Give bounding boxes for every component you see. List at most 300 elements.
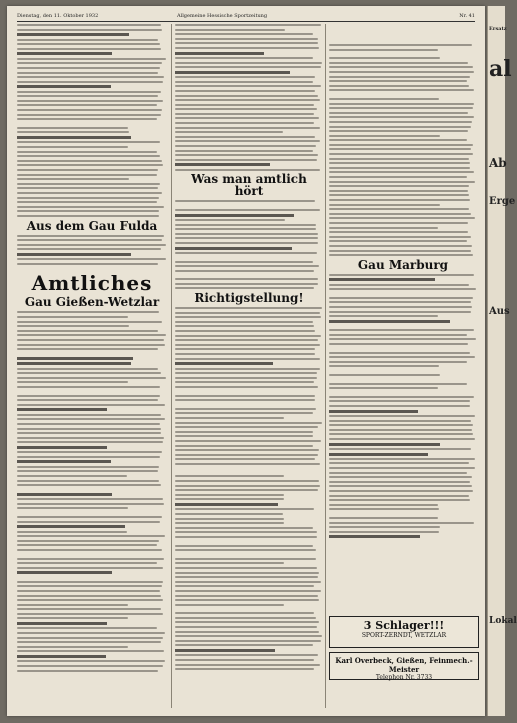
text-line [175, 536, 317, 538]
header-date: Dienstag, den 11. Oktober 1932 [17, 13, 99, 19]
text-line [17, 95, 158, 97]
next-page-fragment-4: Erge [489, 196, 516, 207]
text-line [175, 572, 319, 574]
text-line [329, 274, 474, 276]
text-line [329, 240, 467, 242]
text-line [329, 517, 438, 519]
text-line [17, 399, 158, 401]
header-issue: Nr. 41 [459, 13, 475, 19]
text-line [17, 665, 163, 667]
text-line [329, 57, 440, 59]
text-line [329, 453, 428, 456]
text-line [17, 187, 158, 189]
text-line [175, 95, 318, 97]
text-line [329, 495, 469, 497]
text-line [17, 100, 163, 102]
text-line [329, 185, 469, 187]
text-line [17, 253, 131, 256]
text-line [175, 252, 317, 254]
text-line [175, 489, 318, 491]
text-line [329, 535, 420, 538]
text-line [175, 631, 319, 633]
next-page-fragment-5: Aus [489, 306, 510, 317]
text-line [17, 81, 163, 83]
text-line [175, 513, 283, 515]
text-line [175, 224, 316, 226]
text-line [17, 521, 160, 523]
text-line [17, 174, 157, 176]
newspaper-page [7, 6, 485, 716]
text-line [17, 525, 125, 528]
text-line [17, 151, 157, 153]
text-line [17, 608, 161, 610]
text-line [17, 67, 160, 69]
text-line [17, 141, 160, 143]
text-line [329, 208, 469, 210]
text-line [17, 590, 160, 592]
text-line [329, 148, 471, 150]
text-line [329, 85, 469, 87]
text-line [17, 210, 159, 212]
text-line [175, 412, 313, 414]
text-line [17, 503, 164, 505]
text-line [17, 368, 158, 370]
text-line [17, 160, 162, 162]
text-line [175, 163, 270, 166]
text-line [329, 190, 468, 192]
text-line [17, 632, 165, 634]
text-line [329, 121, 472, 123]
text-line [175, 604, 284, 606]
text-line [17, 670, 158, 672]
text-line [175, 503, 278, 506]
text-line [329, 222, 468, 224]
text-line [175, 440, 321, 442]
text-line [175, 562, 284, 564]
text-line [329, 204, 440, 206]
text-line [329, 245, 472, 247]
text-line [175, 104, 314, 106]
text-line [175, 108, 317, 110]
text-line [17, 585, 162, 587]
text-line [17, 155, 160, 157]
ad-schlager-sub: SPORT-ZERNDT, WETZLAR [361, 632, 447, 639]
text-line [175, 270, 314, 272]
text-line [329, 433, 473, 435]
text-line [329, 343, 468, 345]
text-line [17, 437, 164, 439]
text-line [175, 581, 321, 583]
ad-overbeck-title: Karl Overbeck, Gießen, Feinmech.-Meister [335, 656, 473, 674]
text-line [17, 109, 162, 111]
text-line [17, 493, 112, 496]
text-line [175, 140, 320, 142]
text-line [17, 76, 164, 78]
text-line [329, 476, 472, 478]
text-line [329, 338, 476, 340]
text-line [175, 449, 319, 451]
text-line [17, 595, 161, 597]
text-line [17, 321, 162, 323]
text-line [175, 307, 322, 309]
text-line [17, 414, 161, 416]
text-line [329, 374, 440, 376]
text-line [175, 590, 321, 592]
text-line [175, 435, 313, 437]
text-line [329, 472, 467, 474]
text-line [17, 627, 157, 629]
text-line [175, 312, 320, 314]
text-line [17, 571, 112, 574]
text-line [17, 418, 165, 420]
text-line [329, 297, 473, 299]
text-line [17, 498, 163, 500]
text-line [17, 446, 107, 449]
text-line [17, 395, 160, 397]
text-line [17, 617, 128, 619]
text-line [17, 423, 160, 425]
text-line [329, 66, 473, 68]
text-line [175, 612, 314, 614]
text-line [175, 368, 320, 370]
text-line [175, 33, 313, 35]
text-line [329, 467, 475, 469]
text-line [329, 531, 439, 533]
text-line [175, 278, 318, 280]
text-line [329, 250, 471, 252]
text-line [17, 239, 162, 241]
text-line [17, 372, 161, 374]
text-line [17, 330, 158, 332]
text-line [17, 581, 163, 583]
text-line [17, 381, 128, 383]
text-line [17, 480, 159, 482]
text-line [329, 429, 472, 431]
text-line [329, 116, 474, 118]
text-line [175, 381, 314, 383]
text-line [175, 617, 316, 619]
text-line [17, 33, 129, 36]
text-line [175, 399, 315, 401]
text-line [175, 117, 319, 119]
text-line [17, 348, 158, 350]
text-line [329, 329, 474, 331]
next-page-fragment-1: Ersatz [489, 26, 507, 32]
text-line [17, 357, 133, 360]
text-line [175, 485, 320, 487]
text-line [17, 136, 131, 139]
text-line [17, 637, 163, 639]
text-line [175, 321, 313, 323]
text-line [329, 62, 468, 64]
text-line [329, 320, 450, 323]
text-line [175, 353, 315, 355]
text-line [17, 604, 128, 606]
text-line [17, 544, 157, 546]
text-line [17, 460, 111, 463]
text-line [175, 426, 318, 428]
text-line [329, 405, 470, 407]
text-line [17, 131, 129, 133]
text-line [329, 44, 472, 46]
headline-gau-marburg: Gau Marburg [357, 257, 449, 272]
text-line [17, 386, 160, 388]
text-line [329, 526, 440, 528]
text-line [175, 649, 275, 652]
text-line [17, 235, 164, 237]
text-line [175, 233, 318, 235]
text-line [17, 334, 166, 336]
text-line [175, 335, 321, 337]
text-line [175, 567, 317, 569]
text-line [17, 646, 128, 648]
text-line [175, 408, 316, 410]
text-line [175, 348, 315, 350]
ad-schlager-title: 3 Schlager!!! [363, 619, 445, 632]
text-line [329, 420, 471, 422]
text-line [329, 462, 469, 464]
text-line [329, 306, 472, 308]
text-line [175, 480, 319, 482]
next-page-fragment-6: Lokal [489, 616, 517, 626]
text-line [329, 387, 438, 389]
text-line [175, 640, 321, 642]
text-line [175, 549, 316, 551]
text-line [17, 456, 160, 458]
text-line [175, 38, 318, 40]
text-line [329, 126, 471, 128]
adjacent-page-edge [487, 6, 517, 716]
text-line [17, 72, 158, 74]
text-line [175, 518, 284, 520]
text-line [329, 213, 471, 215]
text-line [175, 635, 322, 637]
text-line [17, 540, 159, 542]
text-line [329, 236, 471, 238]
text-line [175, 659, 314, 661]
text-line [329, 504, 438, 506]
text-line [329, 301, 471, 303]
text-line [175, 265, 319, 267]
text-line [329, 112, 468, 114]
headline-richtigstellung: Richtigstellung! [194, 291, 304, 306]
text-line [175, 99, 320, 101]
text-line [329, 254, 473, 256]
text-line [17, 114, 161, 116]
text-line [329, 415, 475, 417]
text-line [17, 362, 131, 365]
text-line [17, 169, 158, 171]
text-line [175, 24, 321, 26]
text-line [175, 330, 315, 332]
header-title: Allgemeine Hessische Sportzeitung [177, 13, 268, 19]
text-line [17, 344, 165, 346]
text-line [17, 206, 164, 208]
text-line [175, 113, 314, 115]
text-line [17, 164, 163, 166]
text-line [329, 315, 438, 317]
text-line [17, 655, 106, 658]
text-line [17, 466, 159, 468]
text-line [329, 410, 418, 413]
text-line [17, 197, 159, 199]
text-line [175, 668, 314, 670]
text-line [17, 311, 159, 313]
text-line [175, 29, 285, 31]
text-line [329, 334, 467, 336]
text-line [175, 57, 313, 59]
ad-schlager [329, 616, 479, 648]
text-line [175, 391, 323, 395]
text-line [329, 361, 467, 363]
text-line [17, 428, 161, 430]
text-line [329, 352, 470, 354]
next-page-fragment-3: Ab [489, 156, 507, 170]
text-line [17, 127, 128, 129]
text-line [17, 650, 164, 652]
text-line [17, 562, 157, 564]
text-line [175, 431, 313, 433]
text-line [175, 508, 314, 510]
text-line [329, 199, 470, 201]
text-line [329, 448, 471, 450]
text-line [175, 287, 314, 289]
text-line [175, 585, 314, 587]
text-line [329, 176, 467, 178]
text-line [17, 104, 157, 106]
text-line [329, 153, 473, 155]
text-line [175, 159, 317, 161]
text-line [175, 545, 313, 547]
text-line [175, 122, 314, 124]
text-line [329, 383, 467, 385]
text-line [175, 200, 315, 202]
text-line [175, 154, 318, 156]
text-line [175, 422, 322, 424]
text-line [17, 201, 157, 203]
text-line [17, 549, 162, 551]
text-line [175, 339, 318, 341]
page-header [17, 11, 475, 22]
text-line [175, 257, 323, 261]
headline-was-man-amtlich: Was man amtlich hört [191, 172, 307, 199]
text-line [329, 144, 473, 146]
text-line [175, 541, 323, 545]
text-line [17, 554, 167, 558]
text-line [329, 158, 469, 160]
text-line [17, 441, 163, 443]
text-line [175, 169, 320, 171]
text-line [17, 408, 107, 411]
text-line [17, 404, 165, 406]
text-line [175, 595, 318, 597]
text-line [329, 231, 468, 233]
text-line [17, 244, 166, 246]
column-2 [171, 24, 323, 708]
text-line [175, 90, 315, 92]
headline-aus-dem-gau: Aus dem Gau Fulda [26, 218, 158, 233]
text-line [175, 62, 322, 64]
text-line [175, 81, 313, 83]
text-line [17, 316, 128, 318]
text-line [17, 516, 162, 518]
text-line [17, 91, 161, 93]
text-line [329, 71, 474, 73]
text-line [175, 417, 284, 419]
text-line [175, 131, 283, 133]
text-line [329, 481, 470, 483]
text-line [329, 438, 475, 440]
text-line [329, 424, 473, 426]
text-line [175, 445, 313, 447]
text-line [175, 52, 264, 55]
text-line [329, 181, 475, 183]
text-line [17, 29, 162, 31]
text-line [329, 278, 435, 281]
ad-overbeck [329, 652, 479, 680]
text-line [175, 209, 320, 211]
text-line [17, 183, 160, 185]
text-line [329, 217, 475, 219]
text-line [329, 311, 471, 313]
text-line [175, 47, 319, 49]
next-page-fragment-2: al [489, 56, 512, 82]
text-line [175, 76, 315, 78]
text-line [175, 237, 318, 239]
text-line [175, 386, 318, 388]
text-line [329, 130, 468, 132]
text-line [17, 48, 161, 50]
text-line [17, 432, 161, 434]
text-line [17, 85, 111, 88]
text-line [329, 490, 473, 492]
text-line [329, 443, 440, 446]
text-line [329, 485, 472, 487]
text-line [329, 284, 469, 286]
text-line [175, 242, 318, 244]
text-line [329, 288, 476, 290]
text-line [175, 261, 313, 263]
text-line [329, 365, 439, 367]
text-line [329, 227, 438, 229]
text-line [175, 644, 313, 646]
text-line [175, 463, 320, 465]
text-line [175, 626, 317, 628]
text-line [329, 458, 475, 460]
text-line [175, 228, 316, 230]
text-line [175, 531, 317, 533]
text-line [17, 622, 107, 625]
text-line [329, 522, 474, 524]
text-line [175, 316, 321, 318]
text-line [329, 167, 470, 169]
text-line [329, 162, 470, 164]
text-line [329, 135, 440, 137]
text-line [175, 664, 320, 666]
text-line [329, 103, 474, 105]
text-line [17, 470, 158, 472]
text-line [175, 458, 315, 460]
text-line [175, 372, 317, 374]
text-line [175, 358, 320, 360]
text-line [17, 535, 165, 537]
headline-amtliches: Amtliches [31, 271, 153, 296]
text-line [175, 42, 318, 44]
text-line [175, 66, 321, 68]
text-line [175, 522, 284, 524]
text-line [329, 400, 470, 402]
text-line [175, 621, 319, 623]
